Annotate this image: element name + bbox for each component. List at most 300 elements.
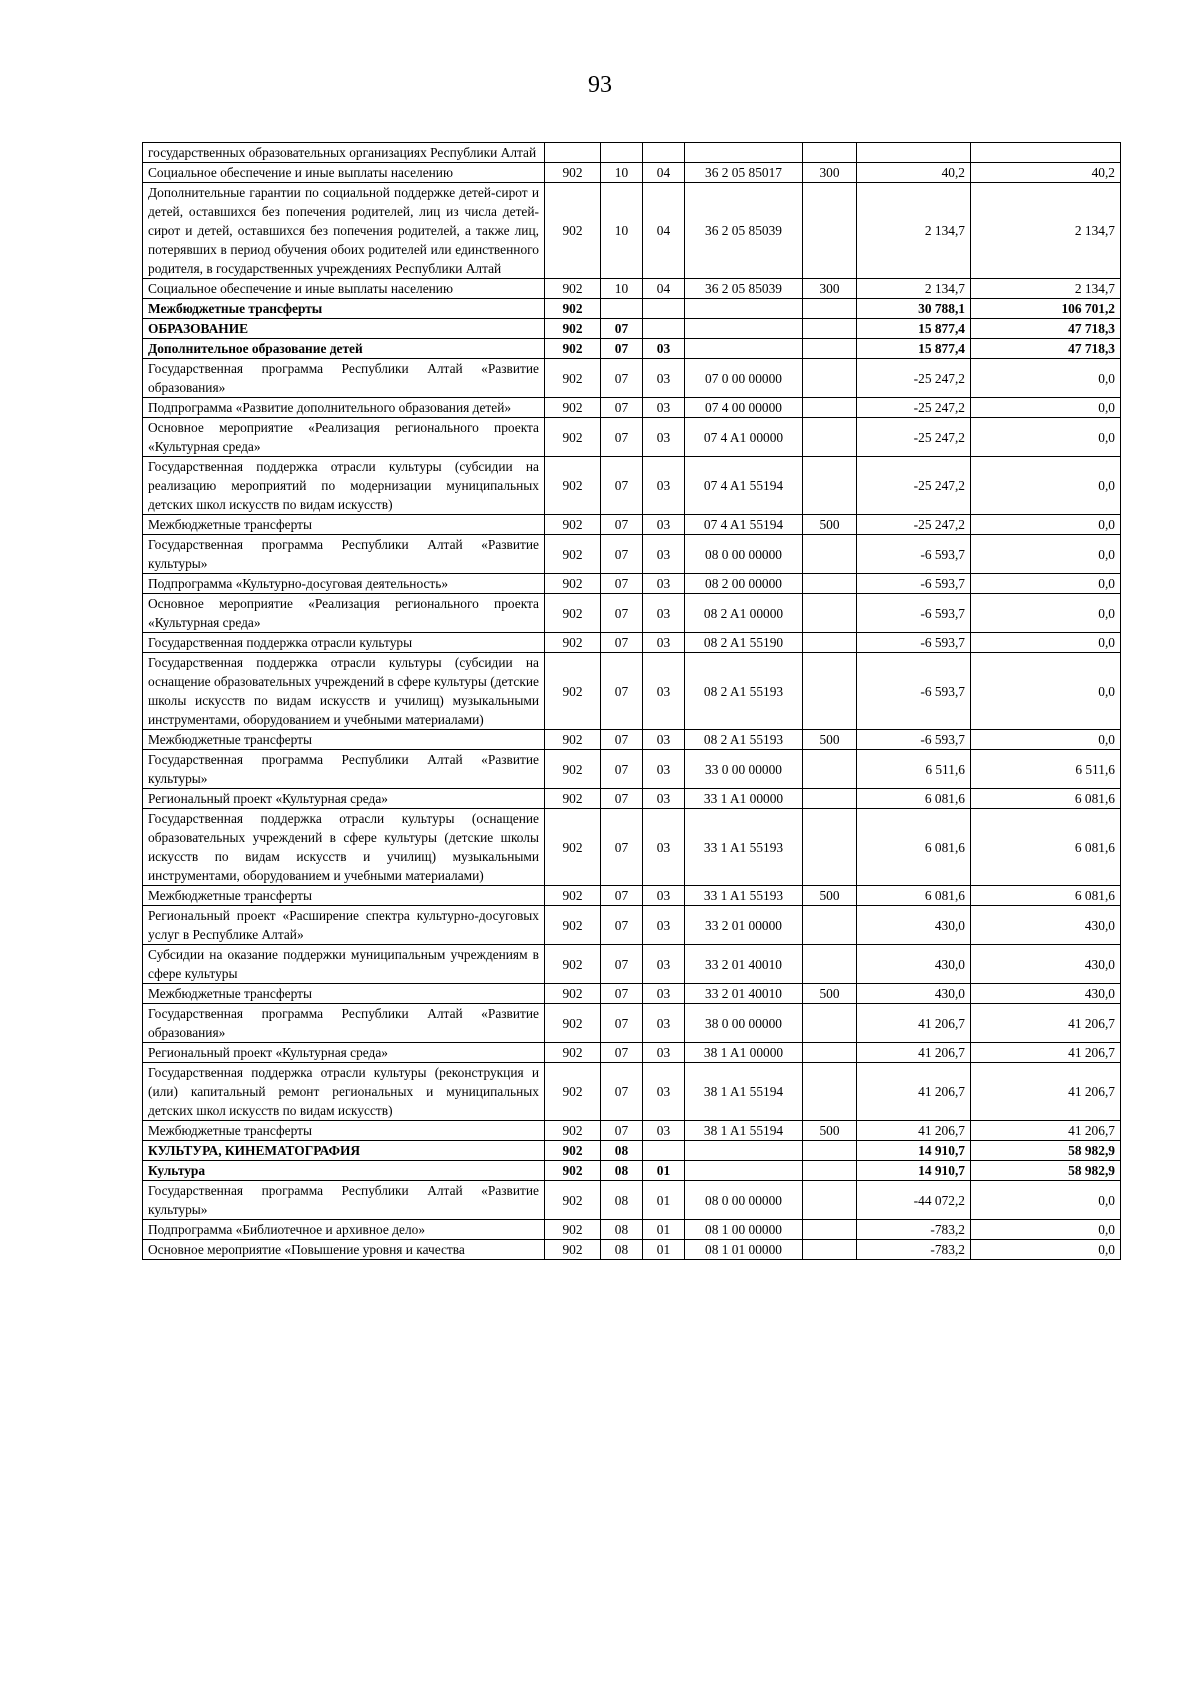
row-name: Основное мероприятие «Реализация регионального проекта «Культурная среда» (143, 594, 545, 633)
row-subsection-code: 04 (643, 163, 685, 183)
row-section-code: 07 (601, 574, 643, 594)
row-name: ОБРАЗОВАНИЕ (143, 319, 545, 339)
row-name: Региональный проект «Расширение спектра культурно-досуговых услуг в Республике Алтай» (143, 906, 545, 945)
table-row (143, 515, 1121, 535)
row-name: Основное мероприятие «Реализация регионального проекта «Культурная среда» (143, 418, 545, 457)
table-row (143, 418, 1121, 457)
row-amount-1 (857, 143, 971, 163)
row-amount-2: 6 081,6 (971, 886, 1121, 906)
row-target-article: 36 2 05 85017 (685, 163, 803, 183)
row-target-article: 08 0 00 00000 (685, 1181, 803, 1220)
row-target-article: 33 1 A1 00000 (685, 789, 803, 809)
row-amount-2: 58 982,9 (971, 1161, 1121, 1181)
row-ministry-code: 902 (545, 1220, 601, 1240)
row-expense-type (803, 945, 857, 984)
table-row (143, 457, 1121, 515)
row-amount-2: 0,0 (971, 633, 1121, 653)
row-subsection-code (643, 1141, 685, 1161)
row-subsection-code: 03 (643, 535, 685, 574)
row-target-article: 33 1 A1 55193 (685, 809, 803, 886)
row-expense-type: 500 (803, 515, 857, 535)
row-section-code: 07 (601, 1063, 643, 1121)
row-subsection-code: 03 (643, 457, 685, 515)
row-amount-2: 6 081,6 (971, 789, 1121, 809)
row-section-code: 10 (601, 163, 643, 183)
row-subsection-code: 03 (643, 339, 685, 359)
table-row (143, 1181, 1121, 1220)
row-ministry-code: 902 (545, 633, 601, 653)
row-target-article: 33 2 01 40010 (685, 945, 803, 984)
row-amount-2: 40,2 (971, 163, 1121, 183)
table-row (143, 789, 1121, 809)
table-row (143, 653, 1121, 730)
row-subsection-code: 03 (643, 945, 685, 984)
row-name: Субсидии на оказание поддержки муниципальным учреждениям в сфере культуры (143, 945, 545, 984)
row-amount-1: 6 081,6 (857, 789, 971, 809)
row-name: Государственная поддержка отрасли культуры (143, 633, 545, 653)
row-amount-1: 2 134,7 (857, 279, 971, 299)
row-amount-1: 41 206,7 (857, 1043, 971, 1063)
row-target-article: 38 1 A1 00000 (685, 1043, 803, 1063)
row-name: Подпрограмма «Развитие дополнительного образования детей» (143, 398, 545, 418)
row-subsection-code (643, 299, 685, 319)
row-ministry-code: 902 (545, 535, 601, 574)
row-ministry-code: 902 (545, 809, 601, 886)
row-amount-2: 0,0 (971, 359, 1121, 398)
row-name: Государственная поддержка отрасли культуры (реконструкция и (или) капитальный ремонт региональных и муниципальных детских школ искусств по видам искусств) (143, 1063, 545, 1121)
row-subsection-code: 03 (643, 1063, 685, 1121)
row-name: КУЛЬТУРА, КИНЕМАТОГРАФИЯ (143, 1141, 545, 1161)
row-amount-1: 430,0 (857, 906, 971, 945)
row-ministry-code: 902 (545, 653, 601, 730)
table-row (143, 279, 1121, 299)
row-ministry-code: 902 (545, 457, 601, 515)
table-row (143, 594, 1121, 633)
row-amount-2: 58 982,9 (971, 1141, 1121, 1161)
row-ministry-code: 902 (545, 359, 601, 398)
row-subsection-code: 03 (643, 653, 685, 730)
row-ministry-code: 902 (545, 1121, 601, 1141)
table-row (143, 299, 1121, 319)
row-section-code: 07 (601, 418, 643, 457)
row-target-article: 08 2 A1 55190 (685, 633, 803, 653)
row-section-code: 07 (601, 633, 643, 653)
row-amount-2: 0,0 (971, 457, 1121, 515)
table-row (143, 809, 1121, 886)
row-name: Государственная программа Республики Алтай «Развитие культуры» (143, 1181, 545, 1220)
row-section-code: 07 (601, 653, 643, 730)
row-ministry-code: 902 (545, 418, 601, 457)
row-ministry-code: 902 (545, 1240, 601, 1260)
row-expense-type (803, 143, 857, 163)
row-amount-1: -783,2 (857, 1220, 971, 1240)
row-ministry-code: 902 (545, 1141, 601, 1161)
row-expense-type (803, 359, 857, 398)
row-amount-1: 14 910,7 (857, 1141, 971, 1161)
row-amount-1: -25 247,2 (857, 398, 971, 418)
row-expense-type (803, 457, 857, 515)
row-target-article (685, 319, 803, 339)
row-amount-2: 0,0 (971, 1181, 1121, 1220)
table-row (143, 535, 1121, 574)
table-row (143, 730, 1121, 750)
row-amount-1: 30 788,1 (857, 299, 971, 319)
row-section-code: 08 (601, 1181, 643, 1220)
row-target-article: 08 0 00 00000 (685, 535, 803, 574)
row-subsection-code: 03 (643, 730, 685, 750)
row-section-code (601, 299, 643, 319)
row-amount-2: 6 081,6 (971, 809, 1121, 886)
table-row (143, 359, 1121, 398)
row-ministry-code: 902 (545, 730, 601, 750)
row-target-article (685, 1161, 803, 1181)
row-section-code: 07 (601, 906, 643, 945)
table-row (143, 945, 1121, 984)
row-amount-2: 2 134,7 (971, 183, 1121, 279)
row-ministry-code: 902 (545, 906, 601, 945)
row-section-code: 07 (601, 339, 643, 359)
row-subsection-code: 03 (643, 633, 685, 653)
row-amount-1: -6 593,7 (857, 653, 971, 730)
table-row (143, 574, 1121, 594)
row-subsection-code: 03 (643, 1121, 685, 1141)
row-amount-2: 47 718,3 (971, 339, 1121, 359)
row-section-code: 07 (601, 750, 643, 789)
row-target-article: 08 2 A1 55193 (685, 653, 803, 730)
row-name: Межбюджетные трансферты (143, 299, 545, 319)
row-target-article: 33 2 01 40010 (685, 984, 803, 1004)
row-subsection-code: 01 (643, 1181, 685, 1220)
row-amount-1: 6 081,6 (857, 886, 971, 906)
row-ministry-code: 902 (545, 1181, 601, 1220)
row-expense-type (803, 535, 857, 574)
row-name: Государственная программа Республики Алтай «Развитие образования» (143, 359, 545, 398)
row-expense-type (803, 633, 857, 653)
table-row (143, 1240, 1121, 1260)
row-amount-2: 47 718,3 (971, 319, 1121, 339)
row-name: Региональный проект «Культурная среда» (143, 789, 545, 809)
row-expense-type (803, 319, 857, 339)
row-name: Государственная программа Республики Алтай «Развитие культуры» (143, 750, 545, 789)
row-name: Культура (143, 1161, 545, 1181)
row-amount-1: -783,2 (857, 1240, 971, 1260)
table-row (143, 319, 1121, 339)
table-row (143, 750, 1121, 789)
row-amount-2: 0,0 (971, 418, 1121, 457)
row-ministry-code: 902 (545, 886, 601, 906)
row-subsection-code: 03 (643, 515, 685, 535)
row-expense-type (803, 1220, 857, 1240)
row-ministry-code: 902 (545, 299, 601, 319)
row-amount-2: 0,0 (971, 594, 1121, 633)
table-row (143, 1004, 1121, 1043)
row-section-code: 07 (601, 398, 643, 418)
row-amount-2: 41 206,7 (971, 1043, 1121, 1063)
row-amount-2: 41 206,7 (971, 1063, 1121, 1121)
row-section-code: 10 (601, 183, 643, 279)
row-amount-2: 430,0 (971, 984, 1121, 1004)
row-target-article: 08 1 00 00000 (685, 1220, 803, 1240)
row-subsection-code: 04 (643, 183, 685, 279)
row-ministry-code: 902 (545, 789, 601, 809)
row-amount-1: -6 593,7 (857, 730, 971, 750)
row-subsection-code: 03 (643, 750, 685, 789)
budget-table (142, 142, 1121, 1260)
row-target-article: 07 4 A1 00000 (685, 418, 803, 457)
row-target-article (685, 299, 803, 319)
row-section-code: 07 (601, 1004, 643, 1043)
table-row (143, 886, 1121, 906)
row-expense-type (803, 1181, 857, 1220)
row-expense-type (803, 398, 857, 418)
row-ministry-code: 902 (545, 319, 601, 339)
row-section-code: 07 (601, 515, 643, 535)
row-subsection-code: 03 (643, 1004, 685, 1043)
row-target-article (685, 143, 803, 163)
row-subsection-code: 01 (643, 1161, 685, 1181)
table-row (143, 1141, 1121, 1161)
row-expense-type (803, 1004, 857, 1043)
row-amount-1: 41 206,7 (857, 1063, 971, 1121)
row-expense-type (803, 299, 857, 319)
table-row (143, 984, 1121, 1004)
row-name: Дополнительные гарантии по социальной поддержке детей-сирот и детей, оставшихся без попечения родителей, лиц из числа детей-сирот и детей, оставшихся без попечения родителей, а также лиц, потерявших в период обучения обоих родителей или единственного родителя, в государственных учреждениях Республики Алтай (143, 183, 545, 279)
row-section-code: 08 (601, 1161, 643, 1181)
row-amount-2: 0,0 (971, 730, 1121, 750)
row-target-article: 08 2 A1 55193 (685, 730, 803, 750)
row-subsection-code: 03 (643, 906, 685, 945)
row-ministry-code (545, 143, 601, 163)
row-ministry-code: 902 (545, 183, 601, 279)
row-target-article: 36 2 05 85039 (685, 279, 803, 299)
row-expense-type (803, 1043, 857, 1063)
budget-table-body (143, 143, 1121, 1260)
row-amount-2: 0,0 (971, 1240, 1121, 1260)
table-row (143, 339, 1121, 359)
row-expense-type: 300 (803, 279, 857, 299)
row-section-code: 07 (601, 359, 643, 398)
row-expense-type (803, 594, 857, 633)
row-amount-1: 2 134,7 (857, 183, 971, 279)
row-expense-type (803, 750, 857, 789)
row-target-article: 08 2 A1 00000 (685, 594, 803, 633)
row-name: Государственная поддержка отрасли культуры (оснащение образовательных учреждений в сфере культуры (детские школы искусств по видам искусств и училищ) музыкальными инструментами, оборудованием и учебными материалами) (143, 809, 545, 886)
row-name: Дополнительное образование детей (143, 339, 545, 359)
row-amount-2: 0,0 (971, 1220, 1121, 1240)
row-amount-1: 15 877,4 (857, 319, 971, 339)
table-row (143, 143, 1121, 163)
row-target-article: 08 1 01 00000 (685, 1240, 803, 1260)
row-ministry-code: 902 (545, 574, 601, 594)
row-ministry-code: 902 (545, 594, 601, 633)
row-amount-2: 430,0 (971, 945, 1121, 984)
row-expense-type (803, 906, 857, 945)
row-section-code: 07 (601, 730, 643, 750)
row-target-article (685, 339, 803, 359)
row-section-code (601, 143, 643, 163)
row-section-code: 07 (601, 809, 643, 886)
row-amount-1: 14 910,7 (857, 1161, 971, 1181)
row-expense-type (803, 183, 857, 279)
row-amount-1: -25 247,2 (857, 359, 971, 398)
row-name: Межбюджетные трансферты (143, 730, 545, 750)
row-ministry-code: 902 (545, 1004, 601, 1043)
table-row (143, 1063, 1121, 1121)
row-ministry-code: 902 (545, 339, 601, 359)
row-subsection-code: 01 (643, 1240, 685, 1260)
row-expense-type (803, 418, 857, 457)
row-section-code: 07 (601, 535, 643, 574)
table-row (143, 1043, 1121, 1063)
row-section-code: 07 (601, 886, 643, 906)
row-subsection-code: 03 (643, 594, 685, 633)
row-amount-2: 106 701,2 (971, 299, 1121, 319)
row-amount-1: -6 593,7 (857, 574, 971, 594)
row-subsection-code (643, 319, 685, 339)
row-amount-1: -6 593,7 (857, 633, 971, 653)
row-section-code: 08 (601, 1141, 643, 1161)
row-amount-1: 41 206,7 (857, 1121, 971, 1141)
row-ministry-code: 902 (545, 750, 601, 789)
row-subsection-code: 03 (643, 1043, 685, 1063)
row-subsection-code: 03 (643, 789, 685, 809)
row-expense-type (803, 1063, 857, 1121)
row-amount-1: 40,2 (857, 163, 971, 183)
row-section-code: 07 (601, 594, 643, 633)
row-subsection-code: 04 (643, 279, 685, 299)
row-amount-1: -6 593,7 (857, 535, 971, 574)
row-amount-1: 6 511,6 (857, 750, 971, 789)
row-subsection-code: 03 (643, 398, 685, 418)
row-name: Государственная поддержка отрасли культуры (субсидии на реализацию мероприятий по модернизации муниципальных детских школ искусств по видам искусств) (143, 457, 545, 515)
row-subsection-code: 01 (643, 1220, 685, 1240)
row-ministry-code: 902 (545, 279, 601, 299)
row-section-code: 07 (601, 1121, 643, 1141)
row-amount-2: 0,0 (971, 515, 1121, 535)
page-number: 93 (588, 72, 612, 98)
row-name: Региональный проект «Культурная среда» (143, 1043, 545, 1063)
row-amount-2 (971, 143, 1121, 163)
row-section-code: 07 (601, 1043, 643, 1063)
row-ministry-code: 902 (545, 1063, 601, 1121)
row-subsection-code: 03 (643, 418, 685, 457)
row-target-article: 07 4 A1 55194 (685, 515, 803, 535)
row-ministry-code: 902 (545, 163, 601, 183)
row-expense-type (803, 653, 857, 730)
table-row (143, 906, 1121, 945)
table-row (143, 398, 1121, 418)
row-section-code: 08 (601, 1240, 643, 1260)
row-section-code: 07 (601, 457, 643, 515)
row-name: Межбюджетные трансферты (143, 1121, 545, 1141)
table-row (143, 1161, 1121, 1181)
row-amount-2: 430,0 (971, 906, 1121, 945)
row-expense-type: 500 (803, 1121, 857, 1141)
row-expense-type (803, 1240, 857, 1260)
row-expense-type (803, 339, 857, 359)
row-amount-2: 41 206,7 (971, 1004, 1121, 1043)
row-target-article: 33 0 00 00000 (685, 750, 803, 789)
row-target-article: 33 1 A1 55193 (685, 886, 803, 906)
table-row (143, 163, 1121, 183)
row-target-article: 36 2 05 85039 (685, 183, 803, 279)
row-section-code: 07 (601, 789, 643, 809)
row-ministry-code: 902 (545, 1161, 601, 1181)
row-name: Социальное обеспечение и иные выплаты населению (143, 163, 545, 183)
row-section-code: 07 (601, 945, 643, 984)
row-expense-type: 500 (803, 886, 857, 906)
row-amount-2: 0,0 (971, 574, 1121, 594)
table-row (143, 633, 1121, 653)
row-amount-2: 2 134,7 (971, 279, 1121, 299)
row-amount-1: 6 081,6 (857, 809, 971, 886)
row-amount-2: 0,0 (971, 398, 1121, 418)
row-amount-2: 41 206,7 (971, 1121, 1121, 1141)
row-amount-2: 0,0 (971, 535, 1121, 574)
row-target-article: 33 2 01 00000 (685, 906, 803, 945)
row-amount-2: 0,0 (971, 653, 1121, 730)
row-ministry-code: 902 (545, 945, 601, 984)
row-name: Государственная программа Республики Алтай «Развитие культуры» (143, 535, 545, 574)
row-ministry-code: 902 (545, 984, 601, 1004)
row-section-code: 08 (601, 1220, 643, 1240)
row-target-article: 38 0 00 00000 (685, 1004, 803, 1043)
row-section-code: 10 (601, 279, 643, 299)
row-target-article: 07 0 00 00000 (685, 359, 803, 398)
table-row (143, 1121, 1121, 1141)
row-name: государственных образовательных организациях Республики Алтай (143, 143, 545, 163)
row-amount-2: 6 511,6 (971, 750, 1121, 789)
row-section-code: 07 (601, 319, 643, 339)
row-expense-type (803, 809, 857, 886)
row-subsection-code: 03 (643, 984, 685, 1004)
row-target-article (685, 1141, 803, 1161)
row-target-article: 38 1 A1 55194 (685, 1121, 803, 1141)
row-expense-type (803, 574, 857, 594)
row-name: Подпрограмма «Культурно-досуговая деятельность» (143, 574, 545, 594)
row-ministry-code: 902 (545, 1043, 601, 1063)
row-amount-1: 41 206,7 (857, 1004, 971, 1043)
row-amount-1: -44 072,2 (857, 1181, 971, 1220)
table-row (143, 1220, 1121, 1240)
table-row (143, 183, 1121, 279)
row-expense-type (803, 1161, 857, 1181)
row-target-article: 38 1 A1 55194 (685, 1063, 803, 1121)
row-name: Межбюджетные трансферты (143, 515, 545, 535)
row-name: Государственная поддержка отрасли культуры (субсидии на оснащение образовательных учреждений в сфере культуры (детские школы искусств по видам искусств и училищ) музыкальными инструментами, оборудованием и учебными материалами) (143, 653, 545, 730)
row-expense-type: 500 (803, 730, 857, 750)
row-expense-type: 500 (803, 984, 857, 1004)
row-amount-1: 430,0 (857, 984, 971, 1004)
row-amount-1: 430,0 (857, 945, 971, 984)
row-expense-type: 300 (803, 163, 857, 183)
row-name: Социальное обеспечение и иные выплаты населению (143, 279, 545, 299)
row-name: Подпрограмма «Библиотечное и архивное дело» (143, 1220, 545, 1240)
row-ministry-code: 902 (545, 515, 601, 535)
row-name: Основное мероприятие «Повышение уровня и качества (143, 1240, 545, 1260)
row-target-article: 08 2 00 00000 (685, 574, 803, 594)
row-name: Межбюджетные трансферты (143, 886, 545, 906)
row-expense-type (803, 1141, 857, 1161)
row-amount-1: -25 247,2 (857, 418, 971, 457)
row-target-article: 07 4 A1 55194 (685, 457, 803, 515)
row-amount-1: -6 593,7 (857, 594, 971, 633)
row-expense-type (803, 789, 857, 809)
row-subsection-code: 03 (643, 574, 685, 594)
row-subsection-code (643, 143, 685, 163)
row-amount-1: 15 877,4 (857, 339, 971, 359)
row-ministry-code: 902 (545, 398, 601, 418)
